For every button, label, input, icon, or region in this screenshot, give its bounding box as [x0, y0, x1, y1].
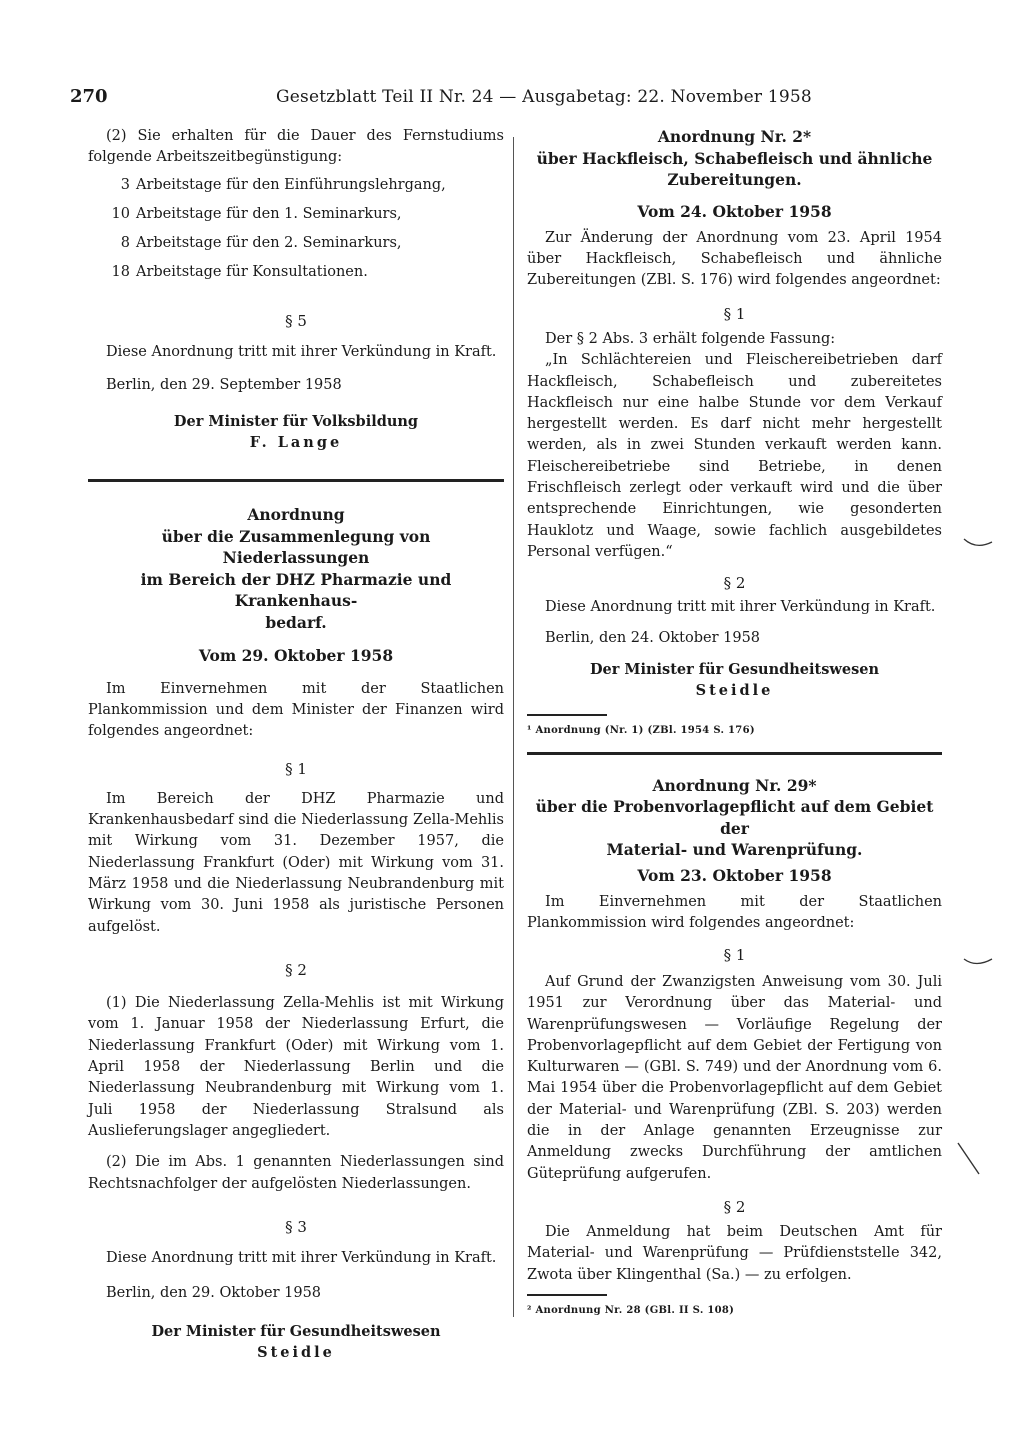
section-intro: Der § 2 Abs. 3 erhält folgende Fassung:	[545, 330, 836, 347]
section-text: Auf Grund der Zwanzigsten Anweisung vom 30. Juli 1951 zur Verordnung über das Material- und Warenprüfungswesen — Vorläufige Regelung der Probenvorlagepflicht auf dem Gebiet der Fertigung von Kulturwaren — (GBl. S. 749) und der Anordnung vom 6. Mai 1954 über die Probenvorlagepflicht auf dem Gebiet der Material- und Warenprüfung (ZBl. S. 203) werden die in der Anlage genannten Erzeugnisse zur Anmeldung zwecks Durchführung der amtlichen Güteprüfung aufgerufen.	[527, 973, 942, 1182]
list-text: Arbeitstage für den 2. Seminarkurs,	[136, 235, 402, 252]
page-header	[70, 86, 950, 108]
order-subtitle: im Bereich der DHZ Pharmazie und Krankenhaus-	[140, 569, 452, 611]
margin-mark-icon	[962, 536, 994, 550]
left-column	[88, 126, 504, 1363]
right-column	[527, 126, 942, 1318]
order-preamble: Im Einvernehmen mit der Staatlichen Plankommission und dem Minister der Finanzen wird folgendes angeordnet:	[88, 680, 504, 740]
order-subtitle: Zubereitungen.	[667, 170, 802, 189]
order-date: Vom 23. Oktober 1958	[637, 865, 832, 885]
signer-title: Der Minister für Gesundheitswesen	[151, 1322, 441, 1340]
section-text: Diese Anordnung tritt mit ihrer Verkündung in Kraft.	[545, 598, 936, 615]
section-text: Im Bereich der DHZ Pharmazie und Krankenhausbedarf sind die Niederlassung Zella-Mehlis mit Wirkung vom 31. Dezember 1957, die Niederlassung Frankfurt (Oder) mit Wirkung vom 31. März 1958 und die Niederlassung Neubrandenburg mit Wirkung vom 30. Juni 1958 als juristische Personen aufgelöst.	[88, 790, 504, 935]
section-text: (1) Die Niederlassung Zella-Mehlis ist mit Wirkung vom 1. Januar 1958 der Niederlassung Erfurt, die Niederlassung Frankfurt (Oder) mit Wirkung vom 1. April 1958 der Niederlassung Berlin und die Niederlassung Neubrandenburg mit Wirkung vom 1. Juli 1958 der Niederlassung Stralsund als Auslieferungslager angegliedert.	[88, 995, 504, 1139]
list-item	[100, 233, 504, 254]
margin-mark-icon	[955, 1140, 983, 1178]
place-date: Berlin, den 29. Oktober 1958	[106, 1285, 322, 1302]
section-text: (2) Die im Abs. 1 genannten Niederlassungen sind Rechtsnachfolger der aufgelösten Niederlassungen.	[88, 1154, 504, 1192]
section-text: Diese Anordnung tritt mit ihrer Verkündung in Kraft.	[106, 344, 497, 361]
column-divider	[513, 137, 514, 1317]
order-preamble: Zur Änderung der Anordnung vom 23. April 1954 über Hackfleisch, Schabefleisch und ähnliche Zubereitungen (ZBl. S. 176) wird folgendes angeordnet:	[527, 229, 942, 289]
running-title: Gesetzblatt Teil II Nr. 24 — Ausgabetag: 22. November 1958	[276, 87, 812, 107]
signer-name: F. Lange	[249, 433, 343, 451]
place-date: Berlin, den 29. September 1958	[106, 377, 342, 394]
section-heading: § 2	[285, 960, 307, 979]
list-number: 8	[120, 235, 130, 252]
order-subtitle: Material- und Warenprüfung.	[606, 840, 863, 860]
section-heading: § 3	[285, 1217, 307, 1236]
list-number: 10	[111, 205, 130, 222]
list-item	[100, 204, 504, 225]
section-heading: § 5	[285, 311, 307, 330]
signer-name: Steidle	[695, 682, 774, 700]
order-subtitle: über Hackfleisch, Schabefleisch und ähnliche	[536, 148, 933, 168]
section-heading: § 1	[723, 304, 746, 323]
quoted-text: „In Schlächtereien und Fleischereibetrieben darf Hackfleisch, Schabefleisch und zubereitetes Hackfleisch nur eine halbe Stunde vor dem Verkauf hergestellt werden. Es darf nicht mehr hergestellt werden, als in zwei Stunden verkauft werden kann. Fleischereibetriebe sind Betriebe, in denen Frischfleisch zerlegt oder verkauft wird und die über entsprechende Einrichtungen, wie gesonderten Hauklotz und Waage, sowie fachlich ausgebildetes Personal verfügen.“	[527, 352, 942, 560]
list-number: 18	[111, 264, 130, 281]
list-item	[100, 262, 504, 283]
signer-name: Steidle	[257, 1343, 335, 1361]
section-heading: § 2	[723, 574, 746, 593]
page-number: 270	[70, 86, 108, 107]
place-date: Berlin, den 24. Oktober 1958	[545, 629, 761, 646]
order-date: Vom 29. Oktober 1958	[198, 646, 394, 666]
order-title: Anordnung Nr. 2*	[657, 127, 812, 146]
list-text: Arbeitstage für den Einführungslehrgang,	[136, 176, 446, 193]
footnote: ¹ Anordnung (Nr. 1) (ZBl. 1954 S. 176)	[527, 724, 755, 736]
section-heading: § 1	[285, 760, 307, 779]
margin-mark-icon	[962, 955, 994, 969]
order-title: Anordnung	[247, 505, 345, 525]
order-subtitle: über die Zusammenlegung von Niederlassungen	[161, 526, 431, 568]
signer-title: Der Minister für Volksbildung	[173, 412, 419, 430]
list-item	[100, 175, 504, 196]
order-date: Vom 24. Oktober 1958	[637, 201, 832, 221]
footnote: ² Anordnung Nr. 28 (GBl. II S. 108)	[527, 1305, 735, 1317]
order-title: Anordnung Nr. 29*	[652, 775, 817, 795]
section-heading: § 2	[723, 1197, 746, 1216]
signer-title: Der Minister für Gesundheitswesen	[589, 661, 880, 679]
list-number: 3	[120, 176, 130, 193]
list-text: Arbeitstage für Konsultationen.	[136, 264, 368, 281]
section-heading: § 1	[723, 945, 746, 964]
order-preamble: Im Einvernehmen mit der Staatlichen Plankommission wird folgendes angeordnet:	[527, 894, 942, 932]
order-subtitle: bedarf.	[265, 612, 327, 632]
section-text: Diese Anordnung tritt mit ihrer Verkündung in Kraft.	[106, 1250, 497, 1267]
continuation-intro: (2) Sie erhalten für die Dauer des Fernstudiums folgende Arbeitszeitbegünstigung:	[88, 128, 504, 166]
list-text: Arbeitstage für den 1. Seminarkurs,	[136, 205, 402, 222]
section-text: Die Anmeldung hat beim Deutschen Amt für Material- und Warenprüfung — Prüfdienststelle 342, Zwota über Klingenthal (Sa.) — zu erfolgen.	[527, 1224, 942, 1283]
order-subtitle: über die Probenvorlagepflicht auf dem Gebiet der	[535, 797, 934, 838]
